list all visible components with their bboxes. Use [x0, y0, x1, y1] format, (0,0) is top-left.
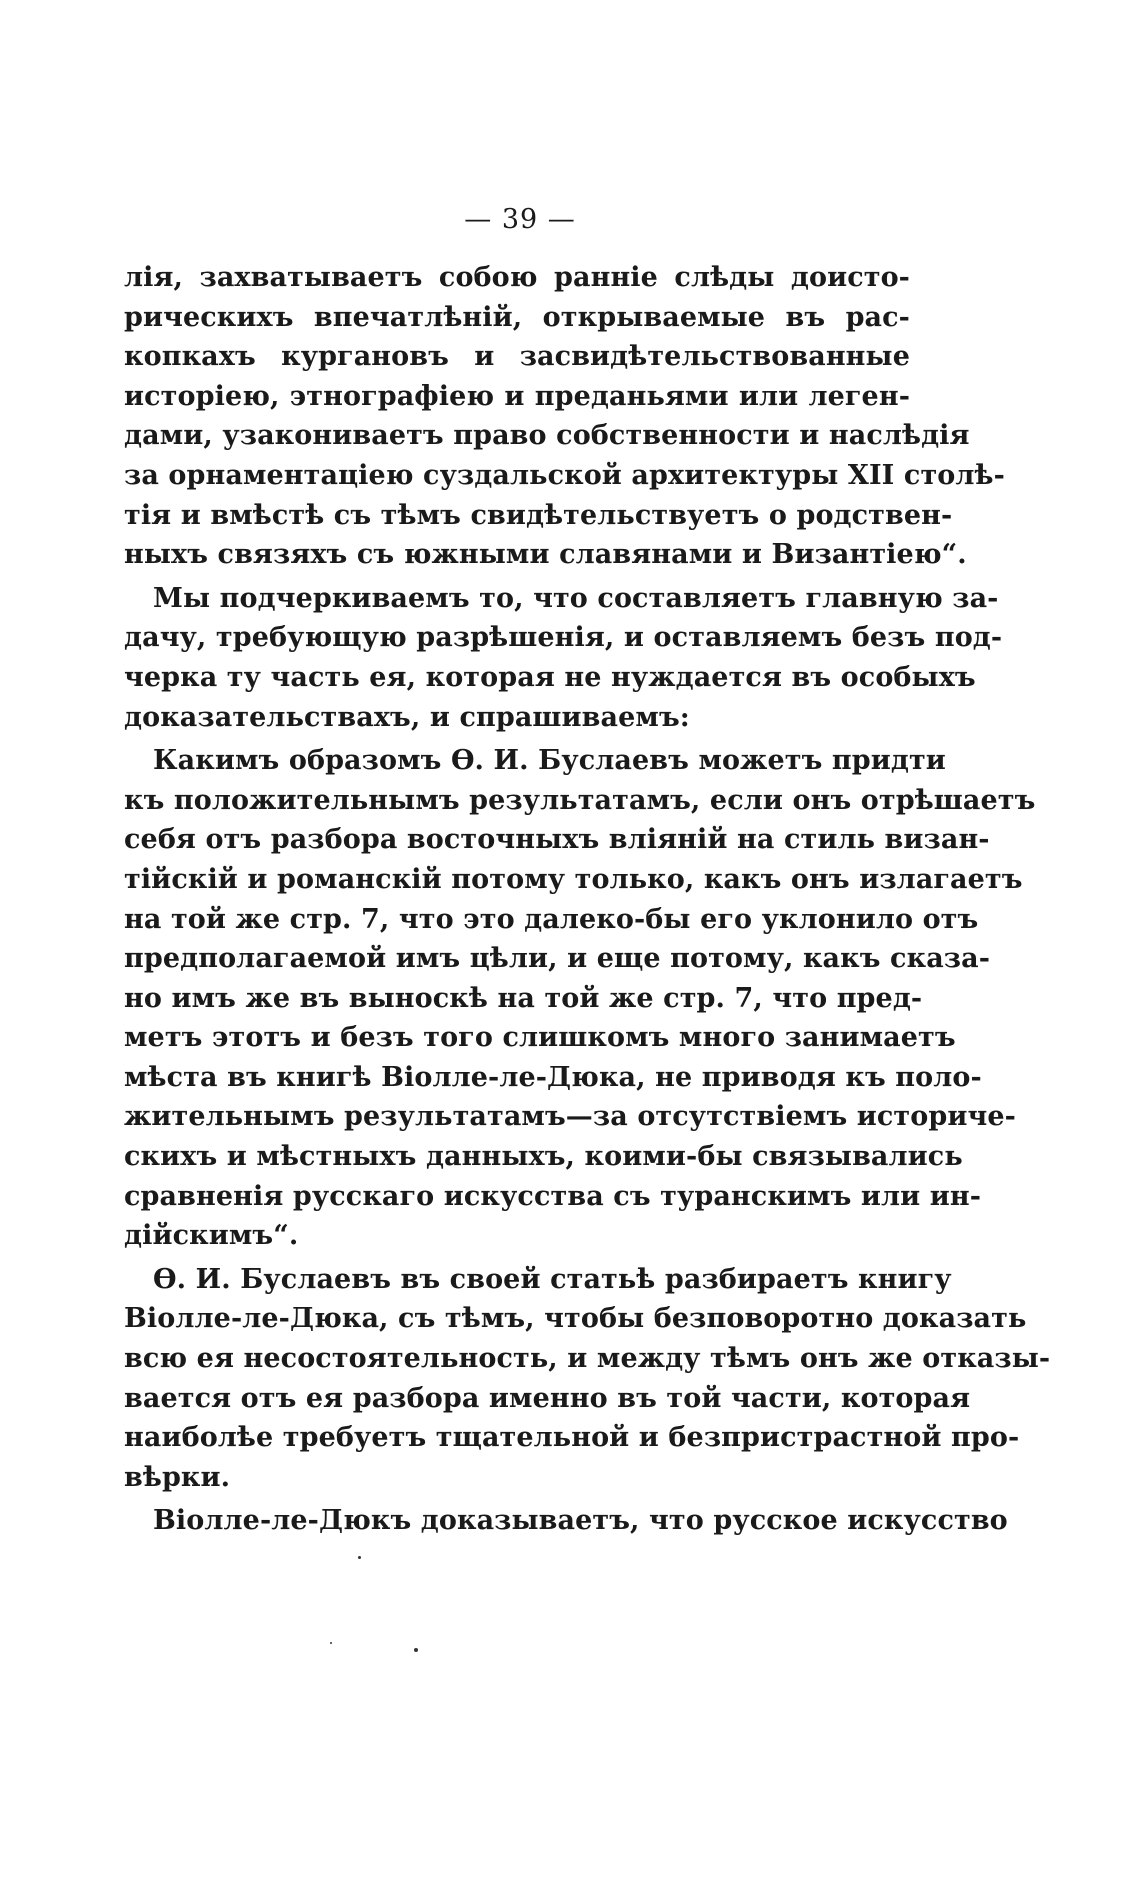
text-line: къ положительнымъ результатамъ, если онъ отрѣшаетъ	[124, 784, 1036, 816]
paragraph	[124, 1501, 1008, 1541]
text-line: черка ту часть ея, которая не нуждается въ особыхъ	[124, 661, 976, 693]
text-line: предполагаемой имъ цѣли, и еще потому, какъ сказа-	[124, 943, 991, 975]
print-speck	[330, 1642, 332, 1644]
text-line: себя отъ разбора восточныхъ вліяній на стиль визан-	[124, 824, 990, 856]
text-line: тія и вмѣстѣ съ тѣмъ свидѣтельствуетъ о родствен-	[124, 499, 953, 531]
text-line: за орнаментаціею суздальской архитектуры XII столѣ-	[124, 459, 1005, 491]
text-line: Какимъ образомъ Ѳ. И. Буслаевъ можетъ придти	[153, 745, 946, 777]
text-line: вѣрки.	[124, 1461, 231, 1493]
text-line: на той же стр. 7, что это далеко-бы его уклонило отъ	[124, 903, 979, 935]
text-line: рическихъ впечатлѣній, открываемые въ рас-	[124, 301, 910, 333]
text-line: дійскимъ“.	[124, 1220, 299, 1252]
text-line: но имъ же въ выноскѣ на той же стр. 7, что пред-	[124, 982, 923, 1014]
text-line: вается отъ ея разбора именно въ той части, которая	[124, 1382, 971, 1414]
paragraph	[124, 579, 1003, 737]
text-line: Мы подчеркиваемъ то, что составляетъ главную за-	[153, 582, 999, 614]
text-line: сравненія русскаго искусства съ туранскимъ или ин-	[124, 1180, 982, 1212]
text-line: доказательствахъ, и спрашиваемъ:	[124, 701, 690, 733]
paragraph	[124, 1260, 1051, 1498]
text-line: Віолле-ле-Дюка, съ тѣмъ, чтобы безповоротно доказать	[124, 1303, 1027, 1335]
paragraph	[124, 258, 1005, 575]
text-line: Ѳ. И. Буслаевъ въ своей статьѣ разбираетъ книгу	[153, 1263, 952, 1295]
text-line: жительнымъ результатамъ—за отсутствіемъ историче-	[124, 1101, 1016, 1133]
paragraph	[124, 741, 1036, 1256]
text-line: метъ этотъ и безъ того слишкомъ много занимаетъ	[124, 1022, 956, 1054]
page-number: — 39 —	[464, 204, 576, 235]
print-speck	[358, 1556, 361, 1559]
text-line: Віолле-ле-Дюкъ доказываетъ, что русское искусство	[153, 1505, 1008, 1537]
text-line: дачу, требующую разрѣшенія, и оставляемъ безъ под-	[124, 622, 1003, 654]
text-line: ныхъ связяхъ съ южными славянами и Византіею“.	[124, 539, 967, 571]
text-line: тійскій и романскій потому только, какъ онъ излагаетъ	[124, 863, 1023, 895]
print-speck	[414, 1648, 418, 1652]
text-line: исторіею, этнографіею и преданьями или леген-	[124, 380, 910, 412]
text-line: всю ея несостоятельность, и между тѣмъ онъ же отказы-	[124, 1343, 1051, 1375]
text-line: лія, захватываетъ собою ранніе слѣды доисто-	[124, 262, 910, 293]
text-line: наиболѣе требуетъ тщательной и безпристрастной про-	[124, 1422, 1020, 1454]
body-text	[124, 258, 1051, 1541]
text-line: дами, узакониваетъ право собственности и наслѣдія	[124, 420, 970, 452]
text-line: мѣста въ книгѣ Віолле-ле-Дюка, не приводя къ поло-	[124, 1061, 982, 1093]
text-line: копкахъ кургановъ и засвидѣтельствованные	[124, 341, 910, 373]
text-line: скихъ и мѣстныхъ данныхъ, коими-бы связывались	[124, 1141, 963, 1173]
